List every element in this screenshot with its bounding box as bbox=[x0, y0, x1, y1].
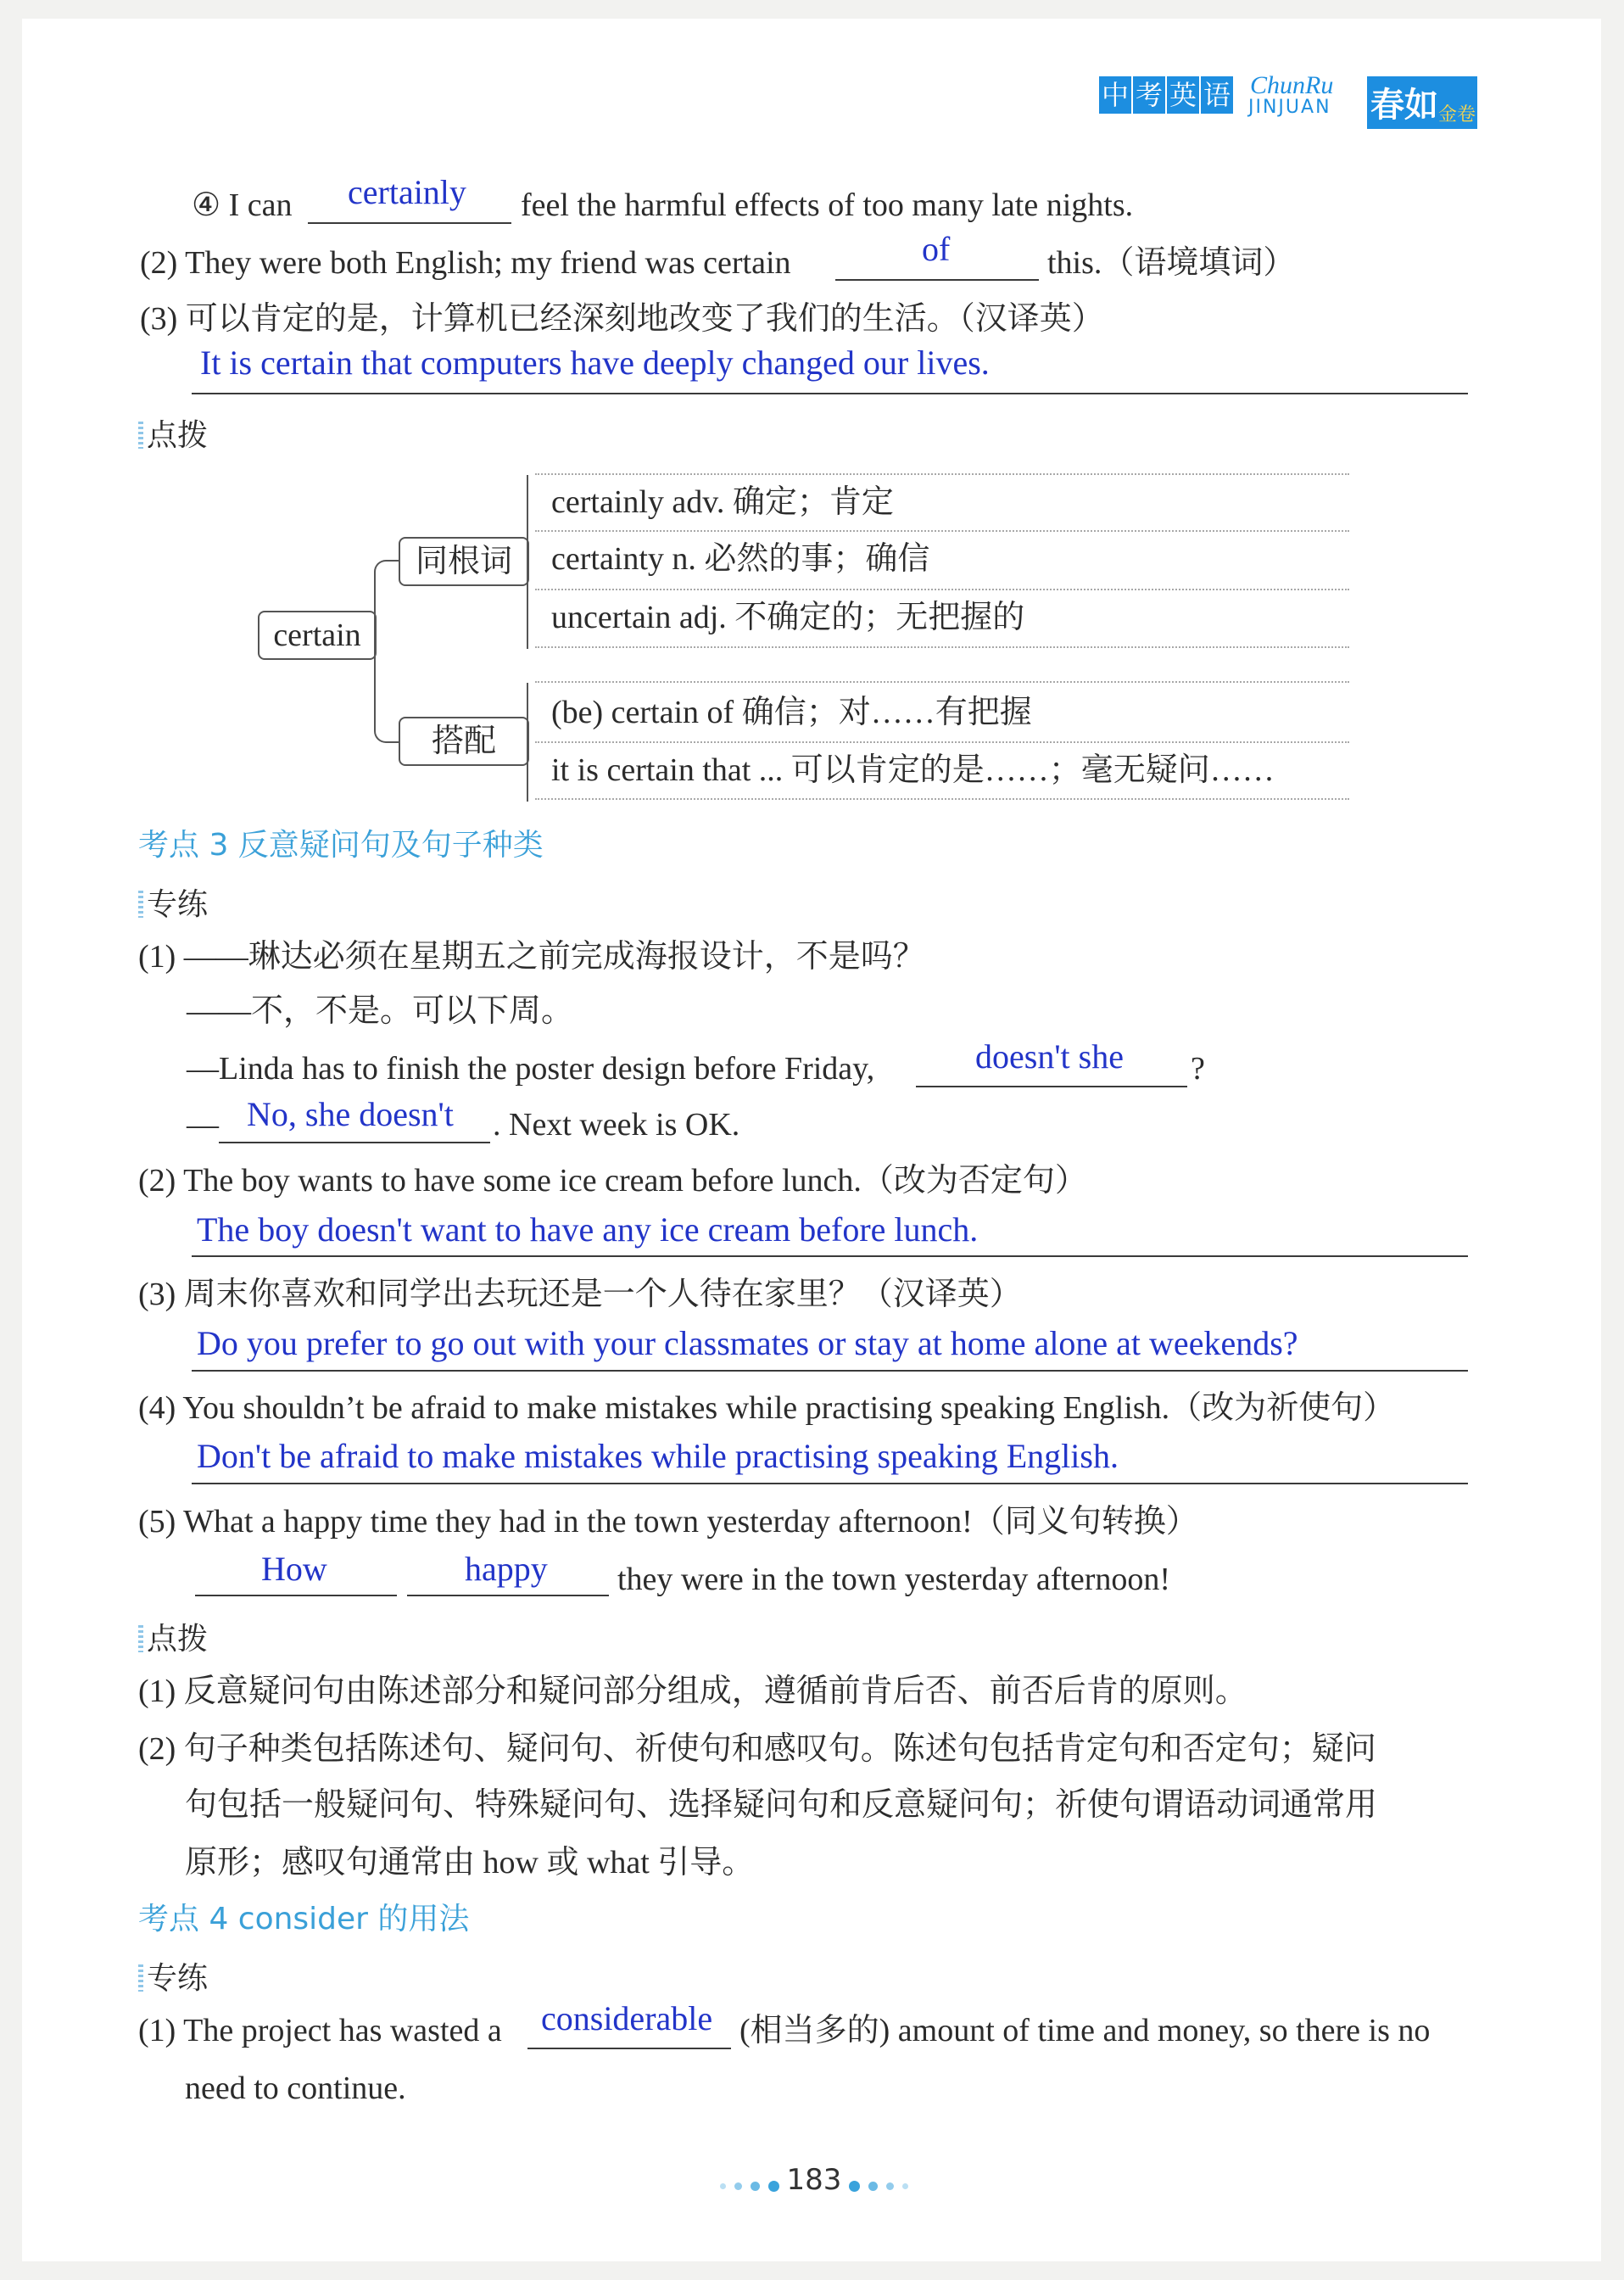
q1-en2-prefix: — bbox=[187, 1107, 219, 1143]
dot-icon bbox=[751, 2182, 760, 2191]
q2-prompt: (2) The boy wants to have some ice cream before lunch.（改为否定句） bbox=[138, 1163, 1087, 1199]
tip-line: 原形；感叹句通常由 how 或 what 引导。 bbox=[185, 1845, 755, 1880]
answer-text: Do you prefer to go out with your classmates or stay at home alone at weekends? bbox=[197, 1324, 1298, 1362]
q3-prompt: (3) 可以肯定的是，计算机已经深刻地改变了我们的生活。（汉译英） bbox=[140, 301, 1104, 337]
s4-q1-line2: need to continue. bbox=[185, 2070, 406, 2106]
dot-icon bbox=[902, 2183, 908, 2189]
answer-blank[interactable] bbox=[916, 1086, 1187, 1087]
brand-char: 英 bbox=[1167, 76, 1199, 114]
mindmap-connector bbox=[374, 560, 401, 743]
answer-text: of bbox=[922, 230, 951, 268]
q3-prompt: (3) 周末你喜欢和同学出去玩还是一个人待在家里？（汉译英） bbox=[138, 1277, 1022, 1312]
page-number: 183 bbox=[786, 2163, 842, 2197]
answer-text: considerable bbox=[541, 1999, 713, 2037]
section-heading: 考点 4 consider 的用法 bbox=[138, 1902, 470, 1936]
answer-blank[interactable] bbox=[308, 222, 511, 224]
brand-char: 语 bbox=[1201, 76, 1233, 114]
tip-line: (2) 句子种类包括陈述句、疑问句、祈使句和感叹句。陈述句包括肯定句和否定句；疑问 bbox=[138, 1731, 1376, 1767]
brand-logo-text: 春如 bbox=[1370, 85, 1438, 125]
answer-blank[interactable] bbox=[219, 1142, 490, 1143]
dot-icon bbox=[886, 2182, 894, 2190]
tip-line: 句包括一般疑问句、特殊疑问句、选择疑问句和反意疑问句；祈使句谓语动词通常用 bbox=[185, 1787, 1378, 1823]
dot-icon bbox=[734, 2182, 742, 2190]
dot-icon bbox=[849, 2181, 860, 2192]
item4-prefix: ④ I can bbox=[192, 187, 293, 223]
answer-blank[interactable] bbox=[835, 279, 1039, 281]
branch-label-collocations: 搭配 bbox=[399, 717, 529, 766]
tips-marker bbox=[138, 411, 208, 455]
branch-label-cognates: 同根词 bbox=[399, 537, 529, 586]
practice-label: 专练 bbox=[147, 1961, 209, 1995]
section-heading: 考点 3 反意疑问句及句子种类 bbox=[138, 828, 544, 863]
marker-bar-icon bbox=[138, 1625, 143, 1652]
dot-icon bbox=[720, 2183, 726, 2189]
q1-en2-suffix: . Next week is OK. bbox=[493, 1107, 740, 1143]
dotted-rule bbox=[535, 681, 1349, 683]
page-number-footer bbox=[678, 2163, 950, 2197]
tips-marker bbox=[138, 1615, 208, 1658]
answer-text: The boy doesn't want to have any ice cream before lunch. bbox=[197, 1210, 979, 1249]
dotted-rule bbox=[535, 741, 1349, 743]
answer-line[interactable] bbox=[192, 393, 1468, 394]
item4-suffix: feel the harmful effects of too many late nights. bbox=[521, 187, 1134, 223]
q5-suffix: they were in the town yesterday afternoon! bbox=[617, 1562, 1171, 1597]
marker-bar-icon bbox=[138, 422, 143, 449]
s4-q1-suffix: (相当多的) amount of time and money, so there is no bbox=[739, 2013, 1431, 2048]
answer-text: certainly bbox=[348, 173, 466, 211]
answer-text: No, she doesn't bbox=[247, 1095, 454, 1133]
answer-line[interactable] bbox=[192, 1370, 1468, 1372]
cognate-item: certainly adv. 确定；肯定 bbox=[551, 484, 894, 520]
dot-icon bbox=[768, 2181, 779, 2192]
answer-line[interactable] bbox=[192, 1483, 1468, 1484]
dotted-rule bbox=[535, 473, 1349, 475]
q5-prompt: (5) What a happy time they had in the town yesterday afternoon!（同义句转换） bbox=[138, 1504, 1198, 1540]
brand-logo-sub: 金卷 bbox=[1438, 104, 1476, 126]
mindmap-root: certain bbox=[258, 611, 377, 660]
answer-line[interactable] bbox=[192, 1255, 1468, 1257]
answer-text: doesn't she bbox=[975, 1037, 1124, 1076]
marker-bar-icon bbox=[138, 891, 143, 918]
practice-marker bbox=[138, 1954, 208, 1998]
answer-text: It is certain that computers have deeply changed our lives. bbox=[200, 344, 990, 382]
practice-marker bbox=[138, 880, 208, 924]
q1-en1-suffix: ? bbox=[1191, 1051, 1205, 1087]
dotted-rule bbox=[535, 646, 1349, 648]
collocation-item: (be) certain of 确信；对……有把握 bbox=[551, 695, 1032, 730]
q2-prefix: (2) They were both English; my friend was certain bbox=[140, 245, 791, 281]
dotted-rule bbox=[535, 530, 1349, 532]
q1-cn-line2: ——不，不是。可以下周。 bbox=[187, 993, 574, 1029]
brand-badge bbox=[1367, 76, 1477, 129]
q1-en1-prefix: —Linda has to finish the poster design before Friday, bbox=[187, 1051, 875, 1087]
answer-text: How bbox=[261, 1550, 327, 1588]
brand-char: 考 bbox=[1133, 76, 1165, 114]
dotted-rule bbox=[535, 589, 1349, 590]
branch-bracket bbox=[527, 475, 537, 649]
answer-text: Don't be afraid to make mistakes while practising speaking English. bbox=[197, 1437, 1119, 1475]
answer-blank[interactable] bbox=[527, 2048, 731, 2049]
tips-label: 点拨 bbox=[147, 1622, 209, 1656]
answer-text: happy bbox=[465, 1550, 548, 1588]
cognate-item: uncertain adj. 不确定的；无把握的 bbox=[551, 600, 1025, 635]
answer-blank[interactable] bbox=[195, 1595, 397, 1596]
collocation-item: it is certain that ... 可以肯定的是……；毫无疑问…… bbox=[551, 752, 1275, 788]
q2-suffix: this.（语境填词） bbox=[1047, 245, 1296, 281]
answer-blank[interactable] bbox=[407, 1595, 609, 1596]
tip-line: (1) 反意疑问句由陈述部分和疑问部分组成，遵循前肯后否、前否后肯的原则。 bbox=[138, 1674, 1247, 1709]
q1-cn-line1: (1) ——琳达必须在星期五之前完成海报设计，不是吗？ bbox=[138, 939, 925, 975]
s4-q1-prefix: (1) The project has wasted a bbox=[138, 2013, 502, 2048]
dot-icon bbox=[868, 2182, 878, 2191]
q4-prompt: (4) You shouldn’t be afraid to make mistakes while practising speaking English.（改为祈使句） bbox=[138, 1390, 1396, 1426]
tips-label: 点拨 bbox=[147, 418, 209, 452]
brand-char: 中 bbox=[1099, 76, 1131, 114]
cognate-item: certainty n. 必然的事；确信 bbox=[551, 541, 930, 577]
marker-bar-icon bbox=[138, 1964, 143, 1992]
dotted-rule bbox=[535, 798, 1349, 800]
brand-en-top: ChunRu bbox=[1250, 71, 1334, 99]
brand-logo bbox=[1099, 71, 1479, 129]
practice-label: 专练 bbox=[147, 887, 209, 921]
brand-en-bottom: JINJUAN bbox=[1248, 97, 1331, 118]
